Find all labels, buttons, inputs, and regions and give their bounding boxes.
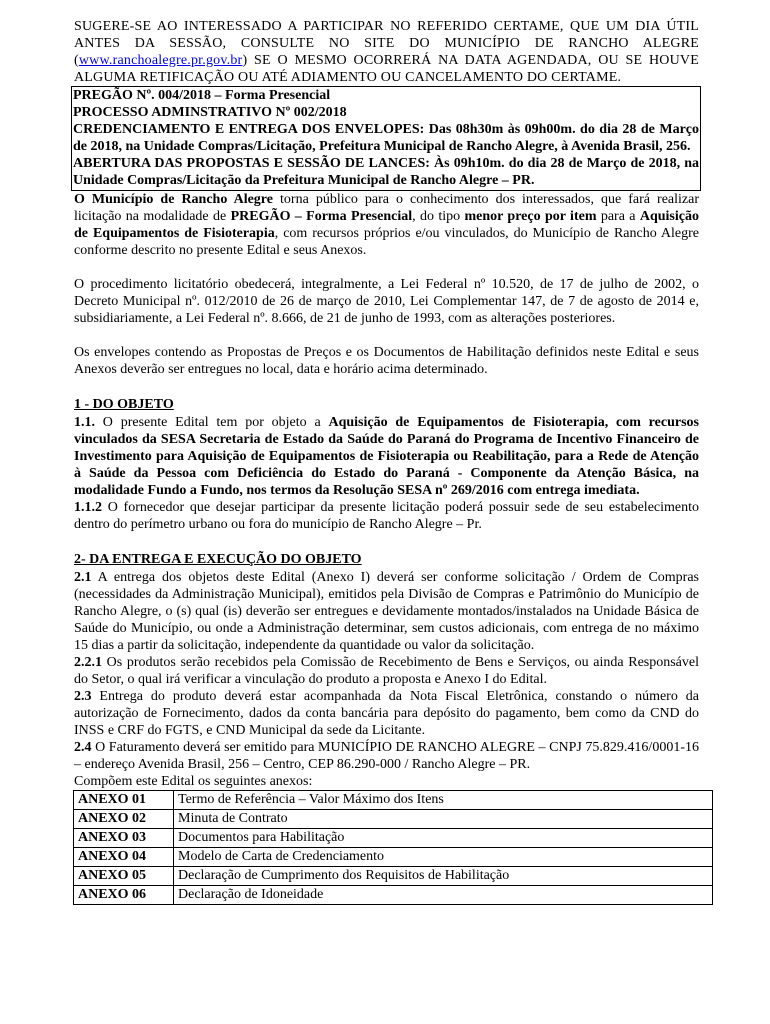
section-1-heading: 1 - DO OBJETO bbox=[74, 397, 174, 412]
annex-title: Minuta de Contrato bbox=[174, 810, 713, 829]
clause-2-4 bbox=[74, 739, 699, 773]
clause-object: Aquisição de Equipamentos de Fisioterapia, com recursos vinculados da SESA Secretaria de Estado da Saúde do Paraná do Programa de Incentivo Financeiro de Investimento para Aquisição de Equipamentos de Fisioterapia ou Reabilitação, para a Rede de Atenção à Saúde da Pessoa com Deficiência do Estado do Paraná - Componente da Atenção Básica, na modalidade Fundo a Fundo, nos termos da Resolução SESA nº 269/2016 com entrega imediata. bbox=[74, 415, 699, 498]
tender-info-box bbox=[71, 86, 701, 191]
intro-text-4: , com recursos próprios e/ou vinculados, do Município de Rancho Alegre conforme descrito no presente Edital e seus Anexos. bbox=[74, 226, 699, 258]
annex-title: Documentos para Habilitação bbox=[174, 829, 713, 848]
intro-text-3: para a bbox=[596, 209, 640, 224]
clause-number: 2.2.1 bbox=[74, 655, 102, 670]
table-row bbox=[74, 848, 713, 867]
annex-code: ANEXO 05 bbox=[74, 867, 174, 886]
annex-code: ANEXO 02 bbox=[74, 810, 174, 829]
legal-basis-paragraph: O procedimento licitatório obedecerá, integralmente, a Lei Federal nº 10.520, de 17 de julho de 2002, o Decreto Municipal nº. 012/2010 de 26 de março de 2010, Lei Complementar 147, de 7 de agosto de 2014 e, subsidiariamente, a Lei Federal nº. 8.666, de 21 de junho de 1993, com as alterações posteriores. bbox=[74, 277, 699, 326]
annex-title: Modelo de Carta de Credenciamento bbox=[174, 848, 713, 867]
clause-text: O Faturamento deverá ser emitido para MUNICÍPIO DE RANCHO ALEGRE – CNPJ 75.829.416/0001-16 – endereço Avenida Brasil, 256 – Centro, CEP 86.290-000 / Rancho Alegre – PR. bbox=[74, 740, 699, 772]
annex-title: Declaração de Cumprimento dos Requisitos de Habilitação bbox=[174, 867, 713, 886]
intro-paragraph bbox=[74, 191, 699, 259]
accreditation-schedule: CREDENCIAMENTO E ENTREGA DOS ENVELOPES: Das 08h30m às 09h00m. do dia 28 de Março de 2018, na Unidade Compras/Licitação, Prefeitura Municipal de Rancho Alegre, à Avenida Brasil, 256. bbox=[73, 122, 699, 154]
annex-code: ANEXO 06 bbox=[74, 886, 174, 905]
clause-text: Entrega do produto deverá estar acompanhada da Nota Fiscal Eletrônica, constando o número da autorização de Fornecimento, dados da conta bancária para depósito do pagamento, bem como da CND do INSS e CRF do FGTS, e CND Municipal da sede da Licitante. bbox=[74, 689, 699, 738]
intro-text-1: torna público para o conhecimento dos interessados, que fará realizar licitação na modalidade de bbox=[74, 192, 699, 224]
clause-text: O fornecedor que desejar participar da presente licitação poderá possuir sede de seu estabelecimento dentro do perímetro urbano ou fora do município de Rancho Alegre – Pr. bbox=[74, 500, 699, 532]
annex-code: ANEXO 04 bbox=[74, 848, 174, 867]
envelopes-paragraph: Os envelopes contendo as Propostas de Preços e os Documentos de Habilitação definidos neste Edital e seus Anexos deverão ser entregues no local, data e horário acima determinado. bbox=[74, 345, 699, 377]
notice-text-2: ) SE O MESMO OCORRERÁ NA DATA AGENDADA, OU SE HOUVE ALGUMA RETIFICAÇÃO OU ATÉ ADIAMENTO OU CANCELAMENTO DO CERTAME. bbox=[74, 53, 699, 85]
notice-paragraph bbox=[74, 18, 699, 86]
annex-table bbox=[73, 790, 713, 905]
table-row bbox=[74, 810, 713, 829]
annex-title: Termo de Referência – Valor Máximo dos Itens bbox=[174, 791, 713, 810]
process-number: PROCESSO ADMINSTRATIVO Nº 002/2018 bbox=[73, 105, 347, 120]
clause-2-3 bbox=[74, 688, 699, 739]
tender-number: PREGÃO Nº. 004/2018 – Forma Presencial bbox=[73, 88, 331, 103]
clause-2-1 bbox=[74, 569, 699, 654]
clause-text: A entrega dos objetos deste Edital (Anexo I) deverá ser conforme solicitação / Ordem de Compras (necessidades da Administração Municipal), emitidos pela Divisão de Compras e Patrimônio do Município de Rancho Alegre, o (s) qual (is) deverão ser entregues e devidamente montados/instalados na Unidade Básica de Saúde do Município, ou onde a Administração determinar, sem custos adicionais, com entrega de no máximo 15 dias a partir da solicitação, independente da quantidade ou valor da solicitação. bbox=[74, 570, 699, 653]
clause-number: 2.1 bbox=[74, 570, 92, 585]
clause-number: 2.4 bbox=[74, 740, 92, 755]
notice-text-1: SUGERE-SE AO INTERESSADO A PARTICIPAR NO REFERIDO CERTAME, QUE UM DIA ÚTIL ANTES DA SESSÃO, CONSULTE NO SITE DO MUNICÍPIO DE RANCHO ALEGRE ( bbox=[74, 19, 699, 68]
annex-title: Declaração de Idoneidade bbox=[174, 886, 713, 905]
table-row bbox=[74, 791, 713, 810]
annex-code: ANEXO 01 bbox=[74, 791, 174, 810]
table-row bbox=[74, 829, 713, 848]
clause-text: O presente Edital tem por objeto a bbox=[95, 415, 329, 430]
opening-schedule: ABERTURA DAS PROPOSTAS E SESSÃO DE LANCES: Às 09h10m. do dia 28 de Março de 2018, na Unidade Compras/Licitação da Prefeitura Municipal de Rancho Alegre – PR. bbox=[73, 156, 699, 188]
table-row bbox=[74, 867, 713, 886]
clause-number: 1.1. bbox=[74, 415, 95, 430]
intro-object: Aquisição de Equipamentos de Fisioterapia bbox=[74, 209, 699, 241]
clause-text: Os produtos serão recebidos pela Comissão de Recebimento de Bens e Serviços, ou ainda Responsável do Setor, o qual irá verificar a vinculação do produto a proposta e Anexo I do Edital. bbox=[74, 655, 699, 687]
intro-modality: PREGÃO – Forma Presencial bbox=[230, 209, 413, 224]
annex-intro: Compõem este Edital os seguintes anexos: bbox=[74, 774, 313, 789]
document-page bbox=[74, 18, 699, 905]
intro-type: menor preço por item bbox=[464, 209, 597, 224]
table-row bbox=[74, 886, 713, 905]
intro-municipality: O Município de Rancho Alegre bbox=[74, 192, 273, 207]
section-2-heading: 2- DA ENTREGA E EXECUÇÃO DO OBJETO bbox=[74, 552, 362, 567]
intro-text-2: , do tipo bbox=[412, 209, 465, 224]
clause-2-2-1 bbox=[74, 654, 699, 688]
clause-number: 1.1.2 bbox=[74, 500, 102, 515]
clause-1-1-2 bbox=[74, 499, 699, 533]
clause-1-1 bbox=[74, 414, 699, 499]
municipality-website-link[interactable]: www.ranchoalegre.pr.gov.br bbox=[78, 53, 243, 68]
annex-code: ANEXO 03 bbox=[74, 829, 174, 848]
clause-number: 2.3 bbox=[74, 689, 92, 704]
